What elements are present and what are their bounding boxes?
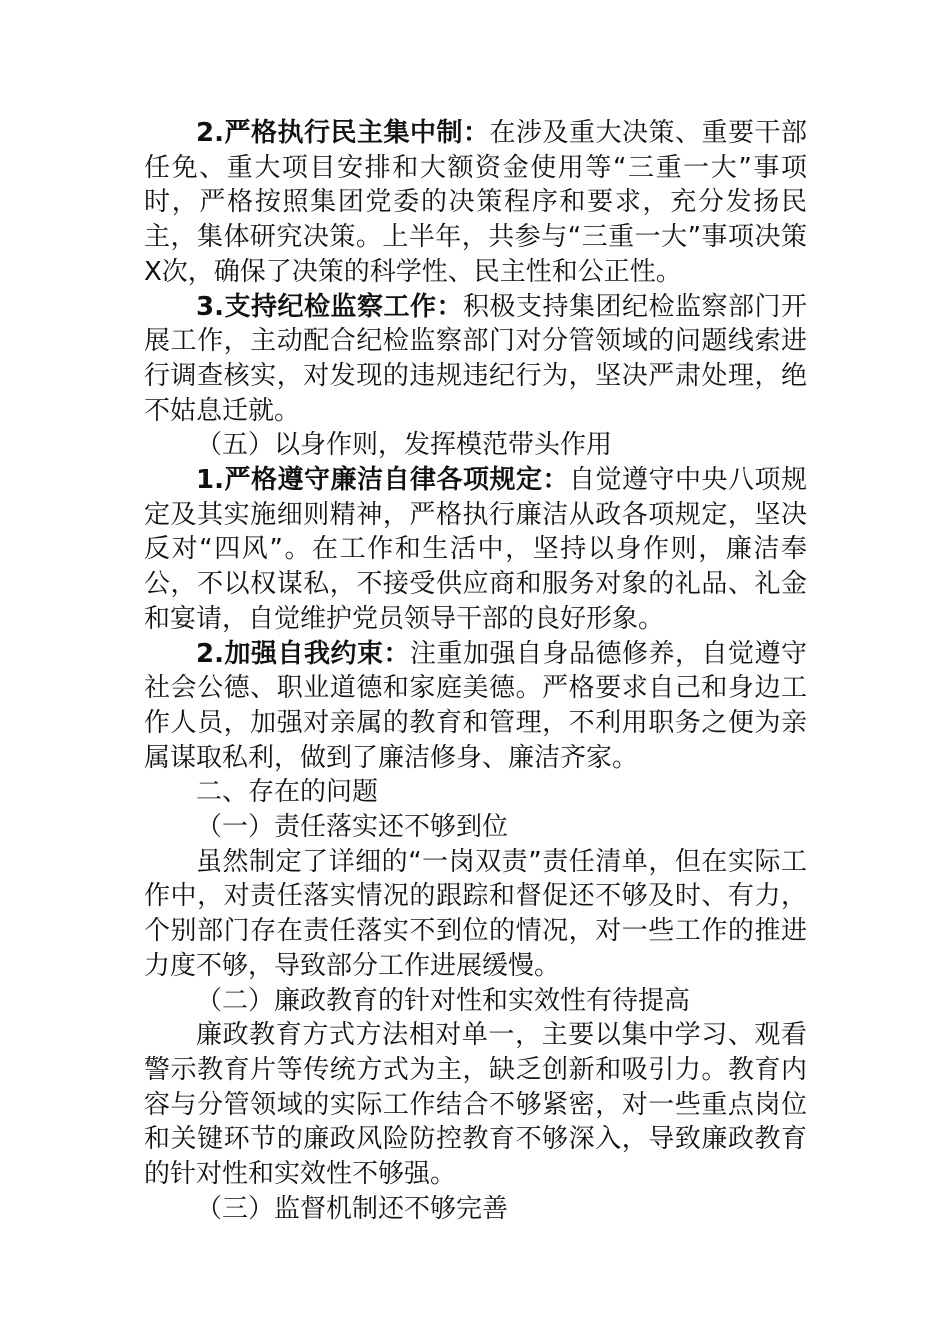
section-heading-supervision: （三）监督机制还不够完善 bbox=[196, 1193, 509, 1224]
paragraph-responsibility: 虽然制定了详细的“一岗双责”责任清单，但在实际工作中，对责任落实情况的跟踪和督促还不够及时、有力，个别部门存在责任落实不到位的情况，对一些工作的推进力度不够，导致部分工作进展缓慢。 bbox=[144, 846, 807, 981]
heading-support-discipline-inspection: 3.支持纪检监察工作： bbox=[196, 291, 463, 322]
paragraph-education: 廉政教育方式方法相对单一，主要以集中学习、观看警示教育片等传统方式为主，缺乏创新和吸引力。教育内容与分管领域的实际工作结合不够紧密，对一些重点岗位和关键环节的廉政风险防控教育不够深入，导致廉政教育的针对性和实效性不够强。 bbox=[144, 1020, 807, 1190]
paragraph-support-discipline-inspection bbox=[144, 290, 807, 429]
document-body bbox=[144, 116, 807, 1227]
heading-integrity-rules: 1.严格遵守廉洁自律各项规定： bbox=[196, 465, 569, 496]
paragraph-self-restraint bbox=[144, 637, 807, 776]
section-heading-education: （二）廉政教育的针对性和实效性有待提高 bbox=[196, 985, 691, 1016]
text-self-restraint: 注重加强自身品德修养，自觉遵守社会公德、职业道德和家庭美德。严格要求自己和身边工作人员，加强对亲属的教育和管理，不利用职务之便为亲属谋取私利，做到了廉洁修身、廉洁齐家。 bbox=[144, 638, 807, 773]
chapter-heading-existing-problems: 二、存在的问题 bbox=[196, 777, 379, 808]
paragraph-integrity-rules bbox=[144, 463, 807, 637]
text-democratic-centralism: 在涉及重大决策、重要干部任免、重大项目安排和大额资金使用等“三重一大”事项时，严格按照集团党委的决策程序和要求，充分发扬民主，集体研究决策。上半年，共参与“三重一大”事项决策X次，确保了决策的科学性、民主性和公正性。 bbox=[144, 118, 807, 287]
heading-democratic-centralism: 2.严格执行民主集中制： bbox=[196, 118, 490, 148]
paragraph-democratic-centralism bbox=[144, 116, 807, 290]
text-integrity-rules: 自觉遵守中央八项规定及其实施细则精神，严格执行廉洁从政各项规定，坚决反对“四风”。在工作和生活中，坚持以身作则，廉洁奉公，不以权谋私，不接受供应商和服务对象的礼品、礼金和宴请，自觉维护党员领导干部的良好形象。 bbox=[144, 465, 807, 634]
text-support-discipline-inspection: 积极支持集团纪检监察部门开展工作，主动配合纪检监察部门对分管领域的问题线索进行调查核实，对发现的违规违纪行为，坚决严肃处理，绝不姑息迁就。 bbox=[144, 291, 807, 426]
section-heading-responsibility: （一）责任落实还不够到位 bbox=[196, 812, 509, 843]
section-heading-lead-by-example: （五）以身作则，发挥模范带头作用 bbox=[196, 430, 613, 461]
heading-self-restraint: 2.加强自我约束： bbox=[196, 638, 410, 669]
